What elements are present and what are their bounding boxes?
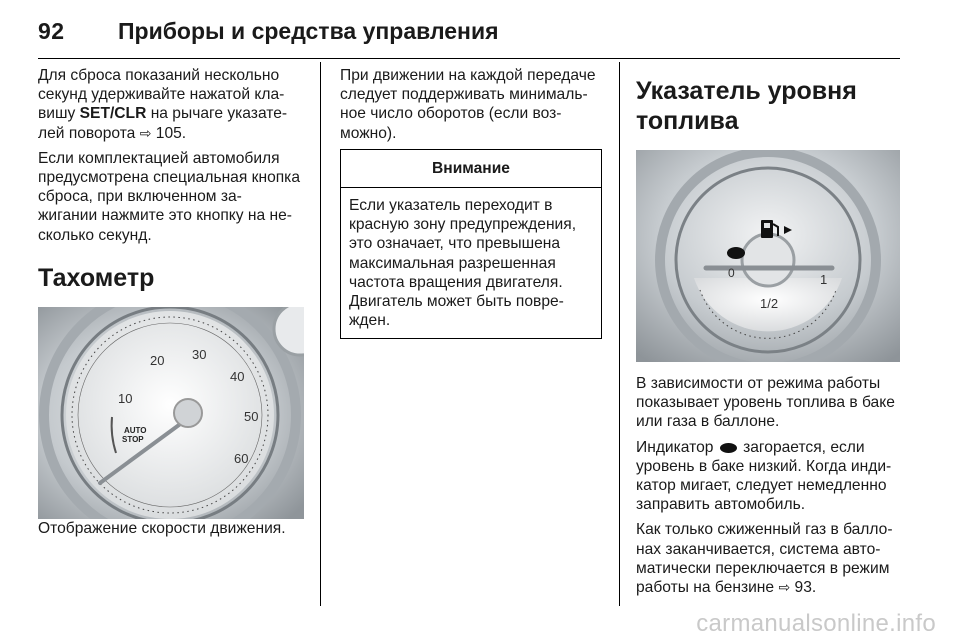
warning-text: Если указатель переходит в красную зону предупреждения, это означает, что превышена максимальная разрешенная частота вращения двигателя. Двигатель может быть повре- жден. [349, 197, 577, 330]
paragraph-low-fuel-indicator: Индикатор загорается, если уровень в баке низкий. Когда инди- катор мигает, следует немедленно заправить автомобиль. [636, 438, 892, 514]
page-title: Приборы и средства управления [118, 18, 499, 44]
low-fuel-indicator-icon [720, 443, 737, 453]
tacho-tick-60: 60 [234, 450, 249, 466]
fuel-gauge-image [636, 150, 900, 362]
header-rule [38, 58, 900, 59]
ref-arrow-icon: ⇨ [778, 579, 791, 596]
fuel-label-half: 1/2 [760, 296, 779, 311]
tacho-tick-10: 10 [118, 390, 133, 406]
warning-box [340, 149, 602, 340]
watermark: carmanualsonline.info [696, 610, 936, 637]
fuel-label-empty: 0 [728, 266, 735, 280]
autostop-label-line1: AUTO [124, 425, 147, 435]
tachometer-image [38, 307, 304, 519]
ref-arrow-icon: ⇨ [139, 124, 152, 141]
column-divider-left [320, 62, 321, 606]
paragraph-gear-rpm: При движении на каждой передаче следует поддерживать минималь- ное число оборотов (если воз- можно). [340, 67, 596, 142]
tacho-tick-30: 30 [192, 346, 207, 362]
section-heading-fuel-gauge: Указатель уровня топлива [636, 77, 857, 135]
set-clr-key: SET/CLR [79, 105, 147, 123]
paragraph-fuel-mode: В зависимости от режима работы показывает уровень топлива в баке или газа в баллоне. [636, 375, 895, 431]
autostop-label-line2: STOP [122, 434, 144, 444]
fuel-label-full: 1 [820, 272, 828, 287]
page-header [38, 14, 900, 48]
section-heading-tachometer: Тахометр [38, 263, 155, 292]
tacho-tick-20: 20 [150, 352, 165, 368]
column-left [38, 66, 304, 544]
column-divider-right [619, 62, 620, 606]
paragraph-reset-button: Если комплектацией автомобиля предусмотрена специальная кнопка сброса, при включенном за- жигании нажмите это кнопку на не- сколько секунд. [38, 149, 301, 244]
figure-caption: Отображение скорости движения. [38, 519, 286, 537]
paragraph-reset: Для сброса показаний нескольно секунд удерживайте нажатой кла- вишу SET/CLR на рычаге указате- лей поворота ⇨ 105. [38, 67, 288, 142]
column-right [636, 66, 902, 603]
column-middle [340, 66, 604, 339]
page-reference-link[interactable]: 105. [155, 124, 187, 142]
page-number: 92 [38, 18, 65, 44]
paragraph-lpg-switch: Как только сжиженный газ в балло- нах заканчивается, система авто- матически переключается в режим работы на бензине ⇨ 93. [636, 521, 893, 597]
warning-title: Внимание [341, 150, 601, 188]
page-reference-link[interactable]: 93. [794, 579, 817, 597]
tacho-tick-50: 50 [244, 408, 259, 424]
tacho-tick-40: 40 [230, 368, 245, 384]
